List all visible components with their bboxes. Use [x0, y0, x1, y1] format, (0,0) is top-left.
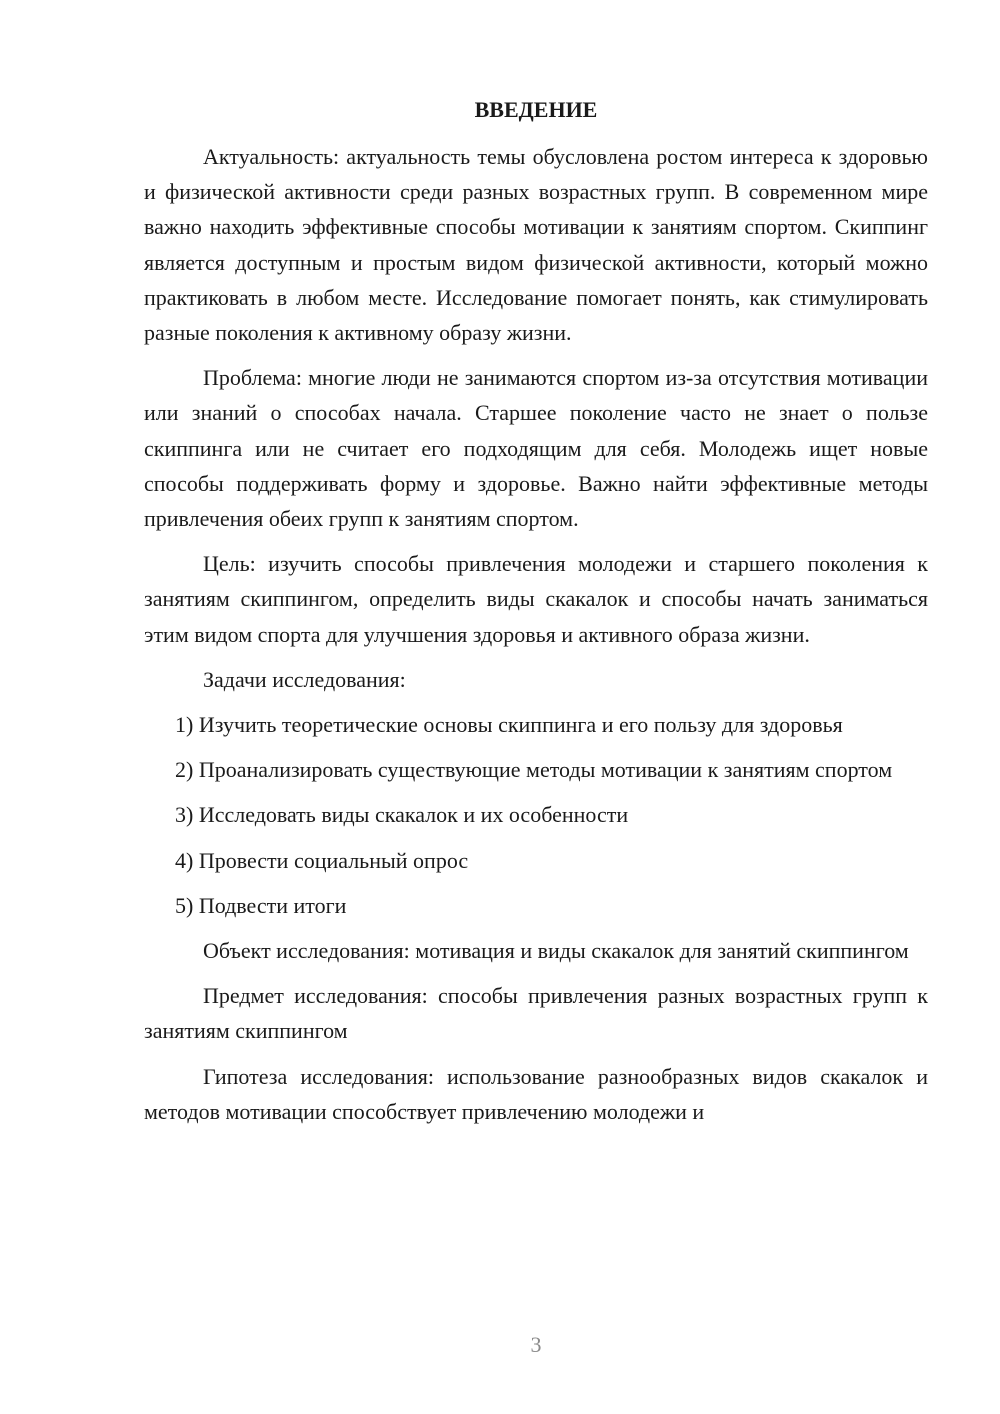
section-title: ВВЕДЕНИЕ [474, 97, 598, 122]
list-item: 5) Подвести итоги [175, 892, 347, 918]
list-item: 1) Изучить теоретические основы скиппинга и его пользу для здоровья [175, 712, 843, 738]
goal-paragraph: Цель: изучить способы привлечения молодежи и старшего поколения к занятиям скиппингом, определить виды скакалок и способы начать заниматься этим видом спорта для улучшения здоровья и активного образа жизни. [144, 551, 928, 647]
list-item: 4) Провести социальный опрос [175, 847, 469, 873]
list-item: 2) Проанализировать существующие методы мотивации к занятиям спортом [175, 757, 893, 783]
subject-paragraph: Предмет исследования: способы привлечения разных возрастных групп к занятиям скиппингом [144, 983, 928, 1044]
tasks-list [144, 707, 928, 923]
hypothesis-paragraph: Гипотеза исследования: использование разнообразных видов скакалок и методов мотивации способствует привлечению молодежи и [144, 1063, 928, 1124]
page-number: 3 [530, 1332, 542, 1357]
problem-paragraph: Проблема: многие люди не занимаются спортом из-за отсутствия мотивации или знаний о способах начала. Старшее поколение часто не знает о пользе скиппинга или не считает его подходящим для себя. Молодежь ищет новые способы поддерживать форму и здоровье. Важно найти эффективные методы привлечения обеих групп к занятиям спортом. [144, 365, 928, 532]
tasks-heading: Задачи исследования: [203, 666, 406, 692]
list-item: 3) Исследовать виды скакалок и их особенности [175, 802, 629, 828]
object-paragraph: Объект исследования: мотивация и виды скакалок для занятий скиппингом [203, 938, 909, 964]
page-content [144, 92, 928, 1139]
relevance-paragraph: Актуальность: актуальность темы обусловлена ростом интереса к здоровью и физической активности среди разных возрастных групп. В современном мире важно находить эффективные способы мотивации к занятиям спортом. Скиппинг является доступным и простым видом физической активности, который можно практиковать в любом месте. Исследование помогает понять, как стимулировать разные поколения к активному образу жизни. [144, 144, 928, 346]
